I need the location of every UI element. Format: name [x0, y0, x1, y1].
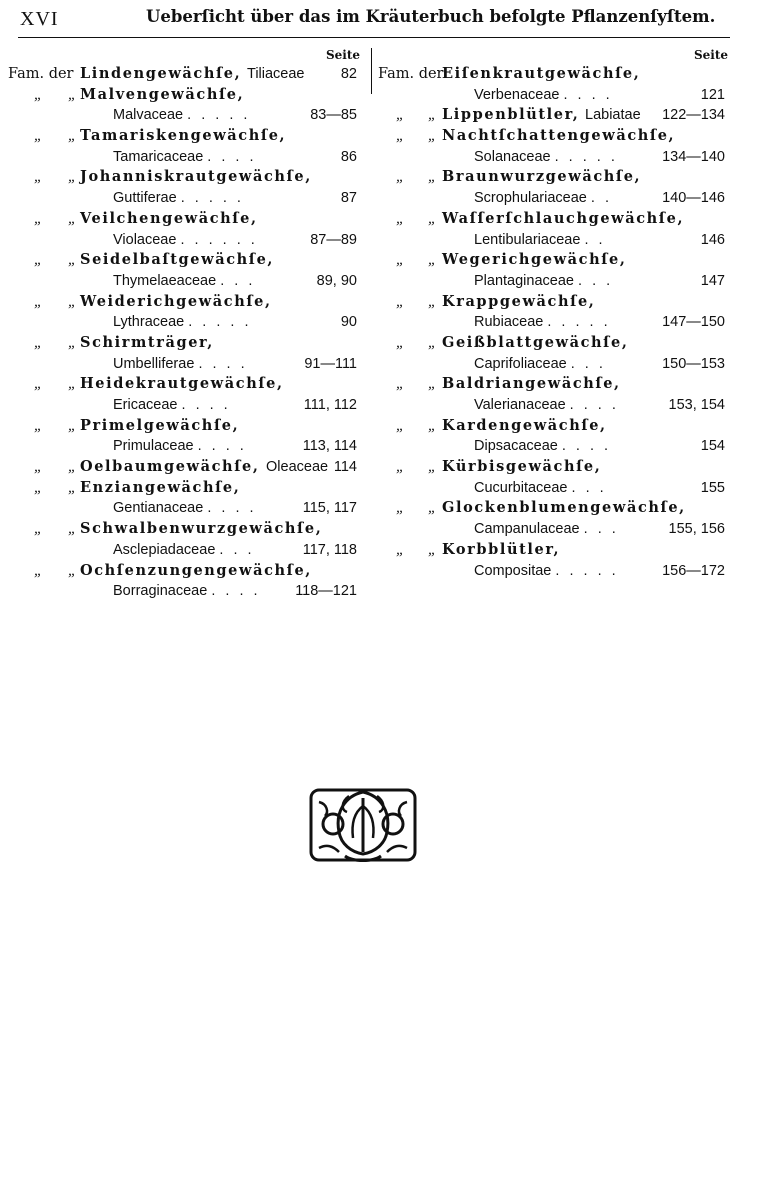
- leader-dots: . . . .: [207, 148, 257, 165]
- page-ref: 122—134: [662, 107, 725, 124]
- index-entry: [8, 64, 360, 85]
- family-prefix: Fam. der: [8, 66, 74, 82]
- entry-line: [8, 85, 360, 106]
- leader-dots: . . . .: [198, 355, 248, 372]
- seite-label: Seite: [325, 48, 360, 62]
- index-entry: [378, 416, 728, 457]
- german-family-name: Malvengewächſe,: [80, 85, 245, 103]
- german-family-name: Krappgewächſe,: [442, 292, 596, 310]
- page-ref: 89, 90: [316, 272, 357, 289]
- right-column: [378, 46, 728, 581]
- latin-family-name: [474, 436, 611, 457]
- latin-name: Malvaceae: [113, 107, 184, 124]
- latin-family-name: [113, 540, 255, 561]
- latin-name: Tamaricaceae: [113, 148, 204, 165]
- ditto-mark: „: [428, 500, 437, 517]
- entry-line: [8, 581, 360, 602]
- entry-line: [378, 85, 728, 106]
- entry-line: [8, 167, 360, 188]
- german-family-name: Lippenblütler,: [442, 106, 580, 124]
- ditto-mark: „: [396, 169, 405, 186]
- entry-line: [8, 250, 360, 271]
- latin-family-name: [113, 395, 231, 416]
- latin-family-name: [113, 105, 250, 126]
- latin-family-name: [474, 354, 606, 375]
- german-family-name: Geißblattgewächſe,: [442, 333, 629, 351]
- german-family-name: Heidekrautgewächſe,: [80, 375, 284, 393]
- page-ref: 156—172: [662, 562, 725, 579]
- entry-line: [8, 230, 360, 251]
- german-family-name: Baldriangewächſe,: [442, 375, 621, 393]
- page-ref: 111, 112: [303, 397, 357, 413]
- running-title: Ueberſicht über das im Kräuterbuch befolgte Pflanzenſyſtem.: [146, 7, 716, 26]
- latin-name: Plantaginaceae: [474, 272, 574, 289]
- left-column: [8, 46, 360, 602]
- ditto-mark: „: [34, 293, 43, 310]
- latin-family-name: [474, 395, 619, 416]
- german-family-name: Veilchengewächſe,: [80, 209, 258, 227]
- ditto-mark: „: [34, 334, 43, 351]
- leader-dots: . . . .: [211, 583, 261, 600]
- latin-family-name: [113, 312, 252, 333]
- ditto-mark: „: [428, 334, 437, 351]
- latin-name: Primulaceae: [113, 438, 194, 455]
- index-entry: [378, 126, 728, 167]
- index-entry: [8, 167, 360, 208]
- entry-line: [8, 374, 360, 395]
- ditto-mark: „: [428, 417, 437, 434]
- entry-line: [8, 478, 360, 499]
- entry-line: [378, 312, 728, 333]
- column-divider: [371, 48, 372, 94]
- ditto-mark: „: [34, 252, 43, 269]
- ditto-mark: „: [34, 210, 43, 227]
- latin-name: Ericaceae: [113, 397, 178, 413]
- latin-family-name: Tiliaceae: [247, 66, 305, 82]
- entry-line: [378, 230, 728, 251]
- page-ref: 114: [333, 459, 357, 476]
- entry-line: [378, 416, 728, 437]
- german-family-name: Waſſerſchlauchgewächſe,: [442, 209, 685, 227]
- ditto-mark: „: [34, 562, 43, 579]
- page-ref: 113, 114: [302, 438, 357, 455]
- latin-family-name: Labiatae: [585, 107, 641, 124]
- entry-line: [8, 126, 360, 147]
- page-ref: 87—89: [310, 231, 357, 248]
- page-ref: 86: [340, 148, 357, 165]
- entry-line: [8, 312, 360, 333]
- leader-dots: . . .: [219, 541, 255, 558]
- ditto-mark: „: [428, 107, 437, 124]
- index-entry: [378, 250, 728, 291]
- entry-line: [378, 561, 728, 582]
- ditto-mark: „: [68, 128, 77, 145]
- ditto-mark: „: [396, 334, 405, 351]
- page-ref: 82: [340, 66, 357, 82]
- entry-line: [378, 292, 728, 313]
- german-family-name: Tamariskengewächſe,: [80, 127, 287, 145]
- index-entry: [378, 292, 728, 333]
- entry-line: [378, 64, 728, 85]
- page-ref: 150—153: [662, 355, 725, 372]
- page-ref: 155, 156: [668, 521, 725, 538]
- german-family-name: Korbblütler,: [442, 540, 561, 558]
- leader-dots: . . .: [220, 272, 256, 289]
- page-ref: 118—121: [295, 583, 357, 600]
- german-family-name: Wegerichgewächſe,: [442, 251, 627, 269]
- index-entry: [378, 64, 728, 105]
- index-entry: [8, 209, 360, 250]
- ditto-mark: „: [68, 334, 77, 351]
- page-ref: 87: [340, 190, 357, 207]
- ditto-mark: „: [428, 252, 437, 269]
- latin-family-name: [113, 188, 244, 209]
- entry-line: [8, 561, 360, 582]
- ditto-mark: „: [428, 293, 437, 310]
- leader-dots: . . . .: [563, 86, 613, 103]
- latin-name: Verbenaceae: [474, 86, 560, 103]
- page-ref: 147: [700, 272, 725, 289]
- ditto-mark: „: [68, 376, 77, 393]
- latin-family-name: [113, 230, 258, 251]
- ditto-mark: „: [396, 417, 405, 434]
- ditto-mark: „: [396, 128, 405, 145]
- latin-family-name: Oleaceae: [266, 459, 329, 476]
- ditto-mark: „: [68, 479, 77, 496]
- ditto-mark: „: [68, 459, 77, 476]
- ditto-mark: „: [428, 376, 437, 393]
- entry-line: [8, 519, 360, 540]
- entry-line: [378, 436, 728, 457]
- index-entry: [8, 250, 360, 291]
- entry-line: [8, 333, 360, 354]
- latin-name: Gentianaceae: [113, 500, 204, 517]
- page-ref: 91—111: [304, 355, 357, 372]
- latin-name: Borraginaceae: [113, 583, 208, 600]
- entry-line: [8, 354, 360, 375]
- german-family-name: Johanniskrautgewächſe,: [80, 168, 312, 186]
- entry-line: [378, 126, 728, 147]
- ditto-mark: „: [428, 541, 437, 558]
- latin-family-name: [113, 354, 248, 375]
- entry-line: [8, 540, 360, 561]
- index-entry: [8, 519, 360, 560]
- page-ref: 90: [340, 314, 357, 331]
- entry-line: [8, 416, 360, 437]
- entry-line: [378, 209, 728, 230]
- ditto-mark: „: [396, 500, 405, 517]
- latin-name: Dipsacaceae: [474, 438, 558, 455]
- german-family-name: Primelgewächſe,: [80, 416, 240, 434]
- ditto-mark: „: [34, 479, 43, 496]
- latin-family-name: [113, 581, 261, 602]
- latin-name: Lentibulariaceae: [474, 231, 581, 248]
- index-entry: [8, 333, 360, 374]
- index-entry: [378, 167, 728, 208]
- leader-dots: . . . . .: [188, 314, 252, 331]
- leader-dots: . . . .: [197, 438, 247, 455]
- german-family-name: Braunwurzgewächſe,: [442, 168, 642, 186]
- entry-line: [8, 271, 360, 292]
- family-prefix: Fam. der: [378, 66, 444, 82]
- ditto-mark: „: [68, 86, 77, 103]
- index-entry: [8, 561, 360, 602]
- index-entry: [8, 478, 360, 519]
- index-entry: [378, 105, 728, 126]
- leader-dots: . . .: [571, 479, 607, 496]
- leader-dots: . . . .: [569, 397, 619, 413]
- ditto-mark: „: [428, 459, 437, 476]
- page-ref: 121: [700, 86, 725, 103]
- german-family-name: Kürbisgewächſe,: [442, 458, 602, 476]
- german-family-name: Lindengewächſe,: [80, 65, 242, 82]
- page-ref: 115, 117: [302, 500, 357, 517]
- entry-line: [378, 333, 728, 354]
- ditto-mark: „: [34, 376, 43, 393]
- index-entry: [378, 209, 728, 250]
- leader-dots: . . . . .: [180, 190, 244, 207]
- entry-line: [378, 395, 728, 416]
- index-entry: [8, 126, 360, 167]
- entry-line: [378, 498, 728, 519]
- leader-dots: . . . .: [181, 397, 231, 413]
- page-number: XVI: [20, 8, 59, 30]
- latin-family-name: [474, 188, 612, 209]
- entry-line: [378, 354, 728, 375]
- ditto-mark: „: [34, 521, 43, 538]
- latin-name: Violaceae: [113, 231, 177, 248]
- latin-name: Umbelliferae: [113, 355, 195, 372]
- ditto-mark: „: [396, 459, 405, 476]
- ditto-mark: „: [68, 417, 77, 434]
- latin-name: Rubiaceae: [474, 314, 544, 331]
- page-ref: 146: [700, 231, 725, 248]
- german-family-name: Seidelbaſtgewächſe,: [80, 251, 275, 269]
- entry-line: [378, 457, 728, 478]
- entry-line: [378, 519, 728, 540]
- latin-family-name: [113, 271, 255, 292]
- page-ref: 153, 154: [668, 397, 725, 413]
- latin-family-name: [113, 436, 247, 457]
- ditto-mark: „: [396, 293, 405, 310]
- page-ref: 147—150: [662, 314, 725, 331]
- entry-line: [8, 147, 360, 168]
- latin-name: Thymelaeaceae: [113, 272, 217, 289]
- page-ref: 155: [700, 479, 725, 496]
- ditto-mark: „: [428, 169, 437, 186]
- index-entry: [8, 374, 360, 415]
- ditto-mark: „: [34, 459, 43, 476]
- entry-line: [8, 64, 360, 85]
- ditto-mark: „: [34, 86, 43, 103]
- ditto-mark: „: [68, 293, 77, 310]
- latin-name: Lythraceae: [113, 314, 185, 331]
- index-entry: [8, 292, 360, 333]
- leader-dots: . . . . .: [547, 314, 611, 331]
- german-family-name: Oelbaumgewächſe,: [80, 458, 260, 476]
- latin-family-name: [474, 561, 619, 582]
- entry-line: [8, 292, 360, 313]
- latin-name: Solanaceae: [474, 148, 551, 165]
- ditto-mark: „: [68, 562, 77, 579]
- entry-line: [8, 457, 360, 478]
- page-ref: 134—140: [662, 148, 725, 165]
- leader-dots: . .: [584, 231, 606, 248]
- latin-name: Cucurbitaceae: [474, 479, 568, 496]
- entry-line: [378, 147, 728, 168]
- ditto-mark: „: [68, 252, 77, 269]
- entry-line: [8, 395, 360, 416]
- index-entry: [8, 416, 360, 457]
- ditto-mark: „: [34, 128, 43, 145]
- latin-name: Compositae: [474, 562, 552, 579]
- entry-line: [378, 105, 728, 126]
- ditto-mark: „: [68, 521, 77, 538]
- ditto-mark: „: [428, 210, 437, 227]
- german-family-name: Nachtſchattengewächſe,: [442, 127, 676, 145]
- german-family-name: Weiderichgewächſe,: [80, 292, 272, 310]
- german-family-name: Eiſenkrautgewächſe,: [442, 65, 641, 82]
- ditto-mark: „: [428, 128, 437, 145]
- page-ref: 83—85: [310, 107, 357, 124]
- entry-line: [378, 374, 728, 395]
- latin-family-name: [113, 498, 257, 519]
- ditto-mark: „: [396, 252, 405, 269]
- ditto-mark: „: [68, 210, 77, 227]
- header-rule: [18, 37, 730, 38]
- german-family-name: Kardengewächſe,: [442, 416, 607, 434]
- german-family-name: Schwalbenwurzgewächſe,: [80, 520, 323, 538]
- page-ref: 154: [700, 438, 725, 455]
- leader-dots: . .: [590, 190, 612, 207]
- german-family-name: Ochſenzungengewächſe,: [80, 561, 312, 579]
- index-entry: [378, 333, 728, 374]
- leader-dots: . . . . .: [555, 562, 619, 579]
- entry-line: [8, 188, 360, 209]
- latin-name: Caprifoliaceae: [474, 355, 567, 372]
- entry-line: [8, 209, 360, 230]
- latin-family-name: [474, 271, 613, 292]
- latin-family-name: [474, 230, 606, 251]
- ditto-mark: „: [396, 107, 405, 124]
- index-entry: [378, 540, 728, 581]
- index-entry: [378, 374, 728, 415]
- latin-family-name: [474, 85, 613, 106]
- leader-dots: . . . . .: [554, 148, 618, 165]
- leader-dots: . . . .: [207, 500, 257, 517]
- entry-line: [378, 271, 728, 292]
- german-family-name: Schirmträger,: [80, 333, 214, 351]
- leader-dots: . . . . . .: [180, 231, 258, 248]
- latin-family-name: [113, 147, 257, 168]
- index-entry: [378, 498, 728, 539]
- leader-dots: . . .: [570, 355, 606, 372]
- entry-line: [8, 436, 360, 457]
- leader-dots: . . .: [578, 272, 614, 289]
- index-entry: [8, 457, 360, 478]
- seite-label: Seite: [693, 48, 728, 62]
- leader-dots: . . . . .: [187, 107, 251, 124]
- latin-name: Valerianaceae: [474, 397, 566, 413]
- index-entry: [8, 85, 360, 126]
- ditto-mark: „: [68, 169, 77, 186]
- entry-line: [378, 188, 728, 209]
- german-family-name: Glockenblumengewächſe,: [442, 499, 686, 517]
- entry-line: [378, 478, 728, 499]
- entry-line: [8, 498, 360, 519]
- entry-line: [378, 167, 728, 188]
- latin-family-name: [474, 519, 619, 540]
- leader-dots: . . .: [583, 521, 619, 538]
- page-ref: 117, 118: [302, 541, 357, 558]
- ditto-mark: „: [34, 169, 43, 186]
- ditto-mark: „: [396, 376, 405, 393]
- entry-line: [8, 105, 360, 126]
- latin-family-name: [474, 147, 618, 168]
- ditto-mark: „: [396, 210, 405, 227]
- leader-dots: . . . .: [561, 438, 612, 455]
- latin-name: Guttiferae: [113, 190, 177, 207]
- entry-line: [378, 250, 728, 271]
- ornament-vignette: [305, 782, 421, 868]
- latin-family-name: [474, 478, 607, 499]
- latin-name: Campanulaceae: [474, 521, 580, 538]
- page-ref: 140—146: [662, 190, 725, 207]
- index-entry: [378, 457, 728, 498]
- latin-family-name: [474, 312, 611, 333]
- german-family-name: Enziangewächſe,: [80, 478, 241, 496]
- latin-name: Asclepiadaceae: [113, 541, 216, 558]
- latin-name: Scrophulariaceae: [474, 190, 587, 207]
- ditto-mark: „: [34, 417, 43, 434]
- ditto-mark: „: [396, 541, 405, 558]
- entry-line: [378, 540, 728, 561]
